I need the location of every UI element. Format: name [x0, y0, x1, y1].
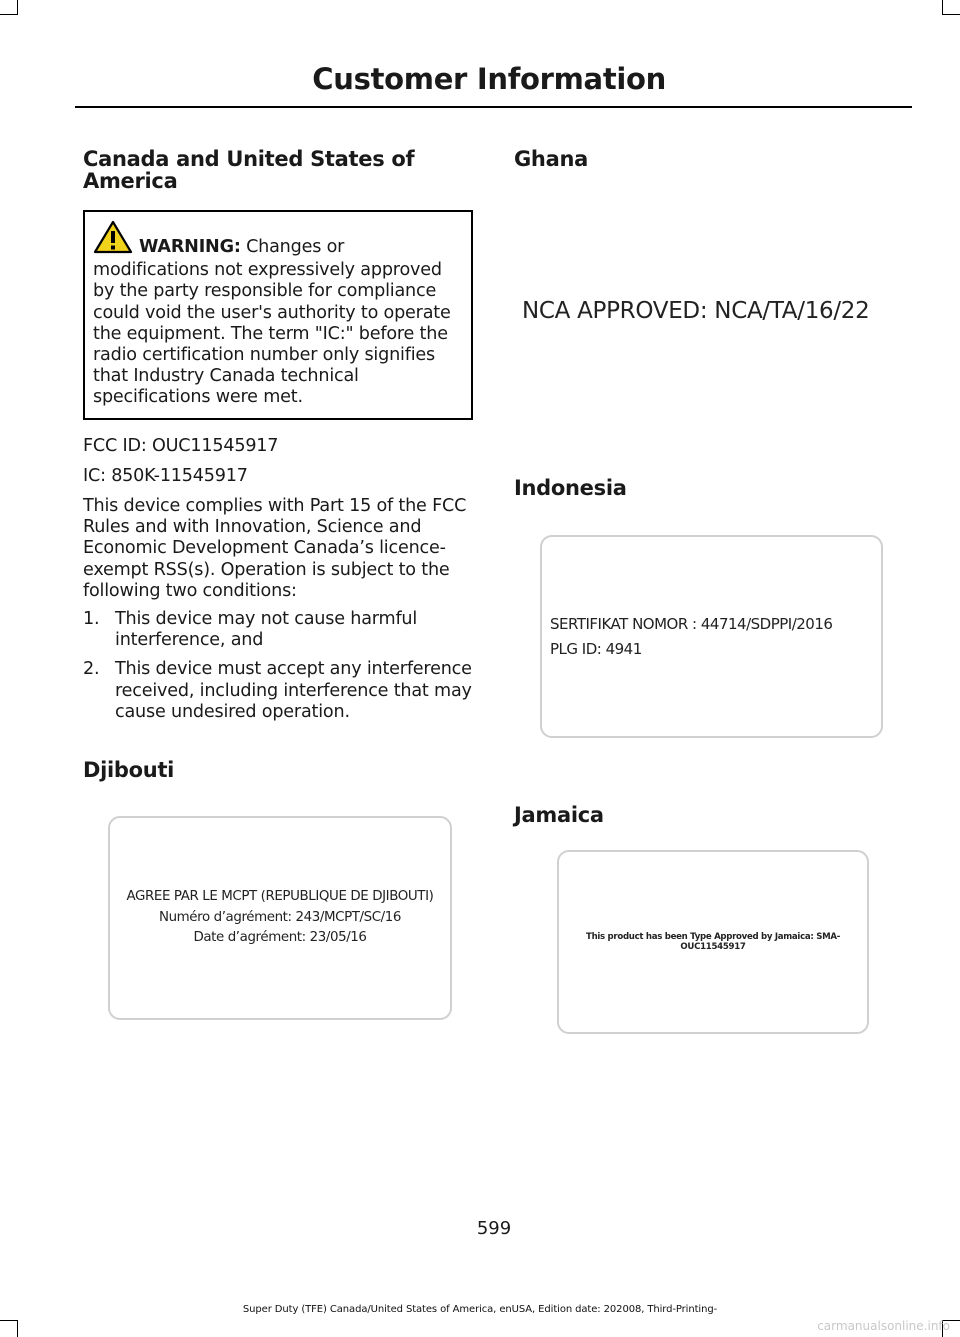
warning-box	[83, 210, 473, 420]
section-heading-canada-usa: Canada and United States of America	[83, 147, 415, 193]
ghana-approval-label: NCA APPROVED: NCA/TA/16/22	[522, 298, 870, 324]
list-item-number: 2.	[83, 659, 100, 680]
ic-number: IC: 850K-11545917	[83, 465, 248, 486]
header-divider	[75, 106, 912, 108]
warning-label: WARNING:	[139, 237, 241, 257]
page-number: 599	[476, 1218, 512, 1239]
compliance-statement: This device complies with Part 15 of the FCC Rules and with Innovation, Science and Economic Development Canada’s licence-exempt RSS(s). Operation is subject to the following two conditions:	[83, 496, 467, 601]
jamaica-approval-label	[557, 850, 869, 1034]
warning-text: Changes or modifications not expressively approved by the party responsible for compliance could void the user's authority to operate the equipment. The term "IC:" before the radio certification number only signifies that Industry Canada technical specifications were met.	[93, 237, 451, 408]
section-heading-indonesia: Indonesia	[514, 476, 627, 500]
section-heading-djibouti: Djibouti	[83, 758, 175, 782]
jamaica-label-text: This product has been Type Approved by Jamaica: SMA- OUC11545917	[586, 932, 840, 952]
section-heading-jamaica: Jamaica	[514, 803, 604, 827]
edition-footer: Super Duty (TFE) Canada/United States of America, enUSA, Edition date: 202008, Third-Printing-	[242, 1304, 718, 1315]
warning-triangle-icon	[93, 220, 133, 260]
indonesia-label-line2: PLG ID: 4941	[550, 639, 642, 658]
list-item	[83, 659, 475, 723]
crop-mark	[17, 1320, 18, 1337]
indonesia-approval-label	[540, 535, 883, 738]
crop-mark	[0, 1320, 18, 1321]
watermark: carmanualsonline.info	[817, 1319, 950, 1333]
djibouti-approval-label	[108, 816, 452, 1020]
page-title: Customer Information	[312, 62, 666, 96]
list-item-number: 1.	[83, 609, 100, 630]
crop-mark	[0, 14, 18, 15]
list-item	[83, 609, 475, 651]
crop-mark	[942, 14, 960, 15]
conditions-list	[83, 609, 475, 723]
list-item-text: This device must accept any interference received, including interference that may cause undesired operation.	[115, 659, 472, 722]
section-heading-ghana: Ghana	[514, 147, 588, 171]
fcc-id: FCC ID: OUC11545917	[83, 435, 279, 456]
indonesia-label-line1: SERTIFIKAT NOMOR : 44714/SDPPI/2016	[550, 614, 833, 633]
crop-mark	[942, 0, 943, 15]
list-item-text: This device may not cause harmful interference, and	[115, 609, 418, 651]
djibouti-label-line2: Numéro d’agrément: 243/MCPT/SC/16	[158, 909, 402, 925]
left-column	[83, 148, 475, 731]
djibouti-label-line1: AGREE PAR LE MCPT (REPUBLIQUE DE DJIBOUTI)	[126, 889, 434, 905]
crop-mark	[17, 0, 18, 15]
djibouti-label-line3: Date d’agrément: 23/05/16	[193, 930, 367, 946]
